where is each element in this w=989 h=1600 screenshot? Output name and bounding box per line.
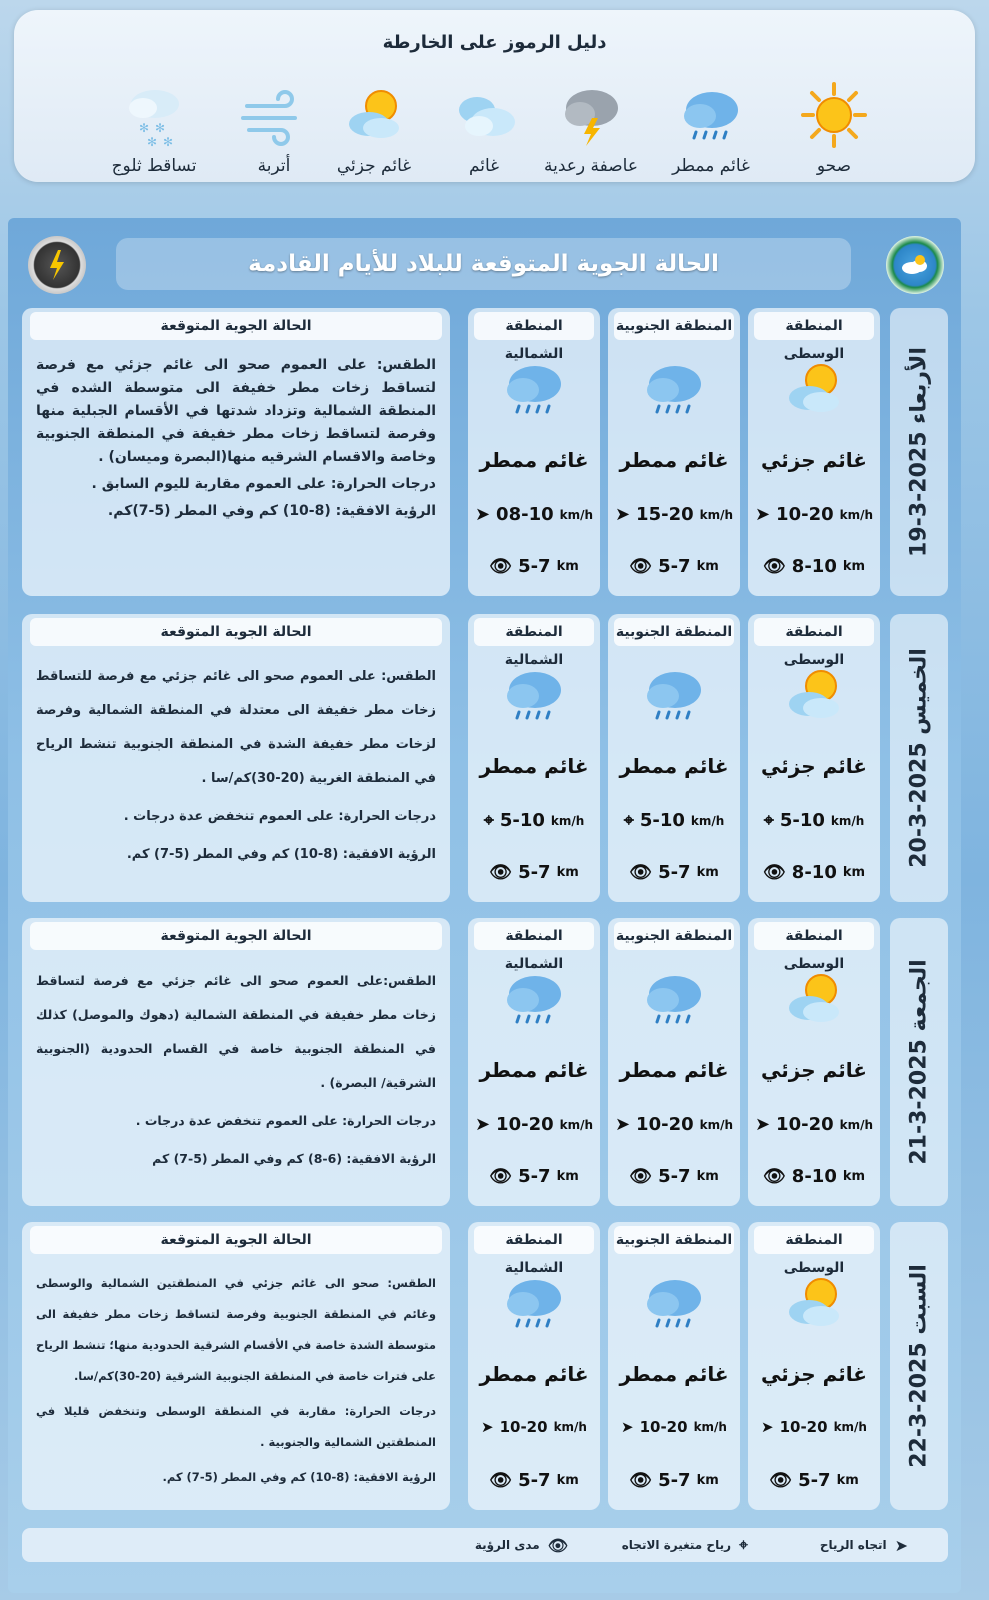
region-name: المنطقة الجنوبية [614, 618, 734, 646]
region-card-south [608, 614, 740, 902]
day-forecast [22, 1222, 948, 1510]
condition-label: غائم ممطر [619, 1362, 729, 1386]
eye-icon: 👁 [629, 1166, 653, 1187]
wind-speed: ⌖ 5-10 km/h [623, 810, 725, 831]
region-name: المنطقة الشمالية [474, 312, 594, 340]
sun-icon [799, 80, 869, 150]
visibility: 👁 8-10 km [762, 862, 866, 883]
condition-label: غائم جزئي [761, 1362, 867, 1386]
temperature-text: درجات الحرارة: على العموم تنخفض عدة درجات . [135, 1113, 436, 1128]
date-label-box [890, 614, 948, 902]
legend-label: صحو [816, 156, 852, 176]
wind-speed: ➤ 10-20 km/h [754, 504, 874, 525]
date-label-box [890, 308, 948, 596]
condition-label: غائم ممطر [619, 448, 729, 472]
eye-icon: 👁 [629, 862, 653, 883]
condition-label: غائم ممطر [479, 754, 589, 778]
description-body [36, 660, 436, 876]
wind-direction-icon: ➤ [621, 1418, 634, 1436]
visibility: 👁 8-10 km [762, 556, 866, 577]
svg-text:✻: ✻ [155, 121, 166, 135]
wind-direction-icon: ➤ [754, 504, 771, 525]
visibility-text: الرؤية الافقية: (8-10) كم وفي المطر (5-7)كم. [107, 503, 436, 519]
region-name: المنطقة الشمالية [474, 1226, 594, 1254]
eye-icon: 👁 [629, 556, 653, 577]
forecast-description [22, 1222, 450, 1510]
eye-icon: 👁 [489, 1470, 513, 1491]
description-body [36, 1268, 436, 1497]
visibility: 👁 5-7 km [489, 862, 579, 883]
thunderstorm-icon [556, 80, 626, 150]
legend-item-clear [769, 80, 899, 176]
region-card-north [468, 614, 600, 902]
wind-speed: ➤ 10-20 km/h [754, 1114, 874, 1135]
weather-text: الطقس: على العموم صحو الى غائم جزئي مع فرصة لتساقط زخات مطر خفيفة الى متوسطة الشده في المنطقة الشمالية وتزداد شدتها في الأقسام الجبلية منها وفرصة لتساقط زخات مطر خفيفة في المنطقة الجنوبية وخاصة والاقسام الشرقيه منها(البصرة وميسان) . [36, 357, 436, 465]
region-name: المنطقة الجنوبية [614, 922, 734, 950]
region-card-south [608, 308, 740, 596]
wind-direction-icon: ➤ [614, 1114, 631, 1135]
wind-speed: ➤ 10-20 km/h [621, 1418, 727, 1436]
date-label: الخميس 2025-3-20 [906, 648, 932, 868]
ministry-logo [886, 236, 944, 294]
variable-wind-icon: ⌖ [623, 810, 634, 831]
wind-speed: ➤ 10-20 km/h [481, 1418, 587, 1436]
description-body [36, 964, 436, 1180]
legend-title: دليل الرموز على الخارطة [382, 32, 607, 53]
wind-direction-icon: ➤ [474, 504, 491, 525]
weather-text: الطقس: على العموم صحو الى غائم جزئي مع فرصة للتساقط زخات مطر خفيفة الى معتدلة في المنطقة الشمالية وفرصة لزخات مطر خفيفة الشدة في المنطقة الجنوبية تنشط الرياح في المنطقة الغربية (20-30)كم/سا . [36, 669, 436, 786]
visibility-text: الرؤية الافقية: (8-10) كم وفي المطر (5-7) كم. [126, 847, 436, 862]
region-name: المنطقة الوسطى [754, 312, 874, 340]
footer-wind-direction [820, 1528, 908, 1562]
condition-label: غائم ممطر [619, 1058, 729, 1082]
condition-label: غائم ممطر [479, 448, 589, 472]
eye-icon: 👁 [489, 862, 513, 883]
visibility-text: الرؤية الافقية: (8-10) كم وفي المطر (5-7) كم. [162, 1470, 436, 1484]
eye-icon: 👁 [762, 1166, 786, 1187]
date-label: السبت 2025-3-22 [906, 1264, 932, 1468]
wind-direction-icon: ➤ [754, 1114, 771, 1135]
condition-label: غائم ممطر [619, 754, 729, 778]
wind-speed: ➤ 10-20 km/h [761, 1418, 867, 1436]
partly-cloudy-icon [776, 964, 852, 1034]
rain-cloud-icon [496, 354, 572, 424]
forecast-description [22, 918, 450, 1206]
rain-cloud-icon [496, 660, 572, 730]
svg-text:✻: ✻ [139, 121, 150, 135]
partly-cloudy-icon [339, 80, 409, 150]
wind-direction-icon: ➤ [474, 1114, 491, 1135]
condition-label: غائم جزئي [761, 754, 867, 778]
region-card-north [468, 918, 600, 1206]
wind-direction-icon: ➤ [481, 1418, 494, 1436]
visibility: 👁 5-7 km [489, 1470, 579, 1491]
day-forecast [22, 614, 948, 902]
region-card-north [468, 1222, 600, 1510]
footer-variable-wind-label: رياح متغيرة الاتجاه [621, 1538, 731, 1552]
rain-cloud-icon [496, 1268, 572, 1338]
eye-icon: 👁 [629, 1470, 653, 1491]
partly-cloudy-icon [776, 1268, 852, 1338]
visibility-text: الرؤية الافقية: (6-8) كم وفي المطر (5-7) كم [152, 1151, 436, 1166]
forecast-title: الحالة الجوية المتوقعة للبلاد للأيام القادمة [116, 238, 851, 290]
region-name: المنطقة الشمالية [474, 922, 594, 950]
symbol-footer [22, 1528, 948, 1562]
eye-icon: 👁 [762, 862, 786, 883]
rain-cloud-icon [636, 354, 712, 424]
svg-text:✻: ✻ [147, 135, 158, 149]
visibility: 👁 5-7 km [489, 1166, 579, 1187]
region-card-central [748, 308, 880, 596]
legend-label: غائم جزئي [336, 156, 412, 176]
region-card-south [608, 1222, 740, 1510]
date-label: الأربعاء 2025-3-19 [906, 347, 932, 557]
region-name: المنطقة الوسطى [754, 922, 874, 950]
rain-cloud-icon [636, 964, 712, 1034]
legend-label: تساقط ثلوج [111, 156, 197, 176]
visibility: 👁 8-10 km [762, 1166, 866, 1187]
region-card-north [468, 308, 600, 596]
dust-icon [239, 80, 309, 150]
legend-item-dust [209, 80, 339, 176]
visibility: 👁 5-7 km [629, 862, 719, 883]
date-label-box [890, 918, 948, 1206]
region-card-central [748, 614, 880, 902]
weather-text: الطقس: صحو الى غائم جزئي في المنطقتين الشمالية والوسطى وغائم في المنطقة الجنوبية وفرصة لتساقط زخات مطر خفيفة الى متوسطة الشدة خاصة في الأقسام الشرقية الحدودية منها؛ تنشط الرياح على فترات خاصة في المنطقة الجنوبية الشرقية (20-30)كم/سا. [36, 1276, 436, 1383]
eye-icon: 👁 [547, 1535, 568, 1555]
forecast-description [22, 614, 450, 902]
wind-direction-icon: ➤ [761, 1418, 774, 1436]
wind-speed: ⌖ 5-10 km/h [763, 810, 865, 831]
date-label-box [890, 1222, 948, 1510]
variable-wind-icon: ⌖ [738, 1535, 748, 1554]
wind-direction-icon: ➤ [894, 1535, 908, 1555]
region-name: المنطقة الشمالية [474, 618, 594, 646]
visibility: 👁 5-7 km [769, 1470, 859, 1491]
condition-label: غائم ممطر [479, 1058, 589, 1082]
variable-wind-icon: ⌖ [763, 810, 774, 831]
legend-label: أتربة [257, 156, 291, 176]
rain-cloud-icon [676, 80, 746, 150]
partly-cloudy-icon [776, 354, 852, 424]
region-card-central [748, 1222, 880, 1510]
forecast-description [22, 308, 450, 596]
variable-wind-icon: ⌖ [483, 810, 494, 831]
eye-icon: 👁 [489, 556, 513, 577]
wind-speed: ➤ 08-10 km/h [474, 504, 594, 525]
rain-cloud-icon [636, 660, 712, 730]
description-heading: الحالة الجوية المتوقعة [30, 312, 442, 340]
date-label: الجمعة 2025-3-21 [906, 959, 932, 1165]
rain-cloud-icon [496, 964, 572, 1034]
day-forecast [22, 918, 948, 1206]
temperature-text: درجات الحرارة: على العموم مقاربة لليوم السابق . [91, 476, 436, 492]
temperature-text: درجات الحرارة: على العموم تنخفض عدة درجات . [123, 809, 436, 824]
forecast-panel [8, 218, 961, 1593]
temperature-text: درجات الحرارة: مقاربة في المنطقة الوسطى وتنخفض قليلا في المنطقتين الشمالية والجنوبية . [36, 1404, 436, 1449]
condition-label: غائم جزئي [761, 1058, 867, 1082]
visibility: 👁 5-7 km [629, 1166, 719, 1187]
legend-item-rain [646, 80, 776, 176]
description-heading: الحالة الجوية المتوقعة [30, 1226, 442, 1254]
visibility: 👁 5-7 km [629, 1470, 719, 1491]
condition-label: غائم ممطر [479, 1362, 589, 1386]
wind-speed: ➤ 10-20 km/h [474, 1114, 594, 1135]
legend-panel [14, 10, 975, 182]
legend-label: عاصفة رعدية [544, 156, 638, 176]
region-name: المنطقة الوسطى [754, 618, 874, 646]
region-card-central [748, 918, 880, 1206]
weather-text: الطقس:على العموم صحو الى غائم جزئي مع فرصة لتساقط زخات مطر خفيفة في المنطقة الشمالية (دهوك والموصل) كذلك في المنطقة الجنوبية خاصة في القسام الحدودية (الجنوبية الشرقية/ البصرة) . [36, 973, 436, 1090]
wind-speed: ➤ 15-20 km/h [614, 504, 734, 525]
footer-wind-direction-label: اتجاه الرياح [819, 1538, 887, 1552]
svg-text:✻: ✻ [163, 135, 174, 149]
description-body [36, 354, 436, 527]
region-card-south [608, 918, 740, 1206]
rain-cloud-icon [636, 1268, 712, 1338]
partly-cloudy-icon [776, 660, 852, 730]
condition-label: غائم جزئي [761, 448, 867, 472]
footer-visibility [475, 1528, 568, 1562]
footer-visibility-label: مدى الرؤية [474, 1538, 540, 1552]
legend-label: غائم ممطر [672, 156, 750, 176]
visibility: 👁 5-7 km [629, 556, 719, 577]
day-forecast [22, 308, 948, 596]
visibility: 👁 5-7 km [489, 556, 579, 577]
meteorology-logo [28, 236, 86, 294]
wind-direction-icon: ➤ [614, 504, 631, 525]
region-name: المنطقة الوسطى [754, 1226, 874, 1254]
eye-icon: 👁 [762, 556, 786, 577]
eye-icon: 👁 [769, 1470, 793, 1491]
description-heading: الحالة الجوية المتوقعة [30, 618, 442, 646]
legend-item-snow [89, 80, 219, 176]
footer-variable-wind [622, 1528, 748, 1562]
cloud-icon [449, 80, 519, 150]
region-name: المنطقة الجنوبية [614, 1226, 734, 1254]
region-name: المنطقة الجنوبية [614, 312, 734, 340]
wind-speed: ➤ 10-20 km/h [614, 1114, 734, 1135]
description-heading: الحالة الجوية المتوقعة [30, 922, 442, 950]
snow-icon [119, 80, 189, 150]
wind-speed: ⌖ 5-10 km/h [483, 810, 585, 831]
legend-label: غائم [468, 156, 500, 176]
eye-icon: 👁 [489, 1166, 513, 1187]
